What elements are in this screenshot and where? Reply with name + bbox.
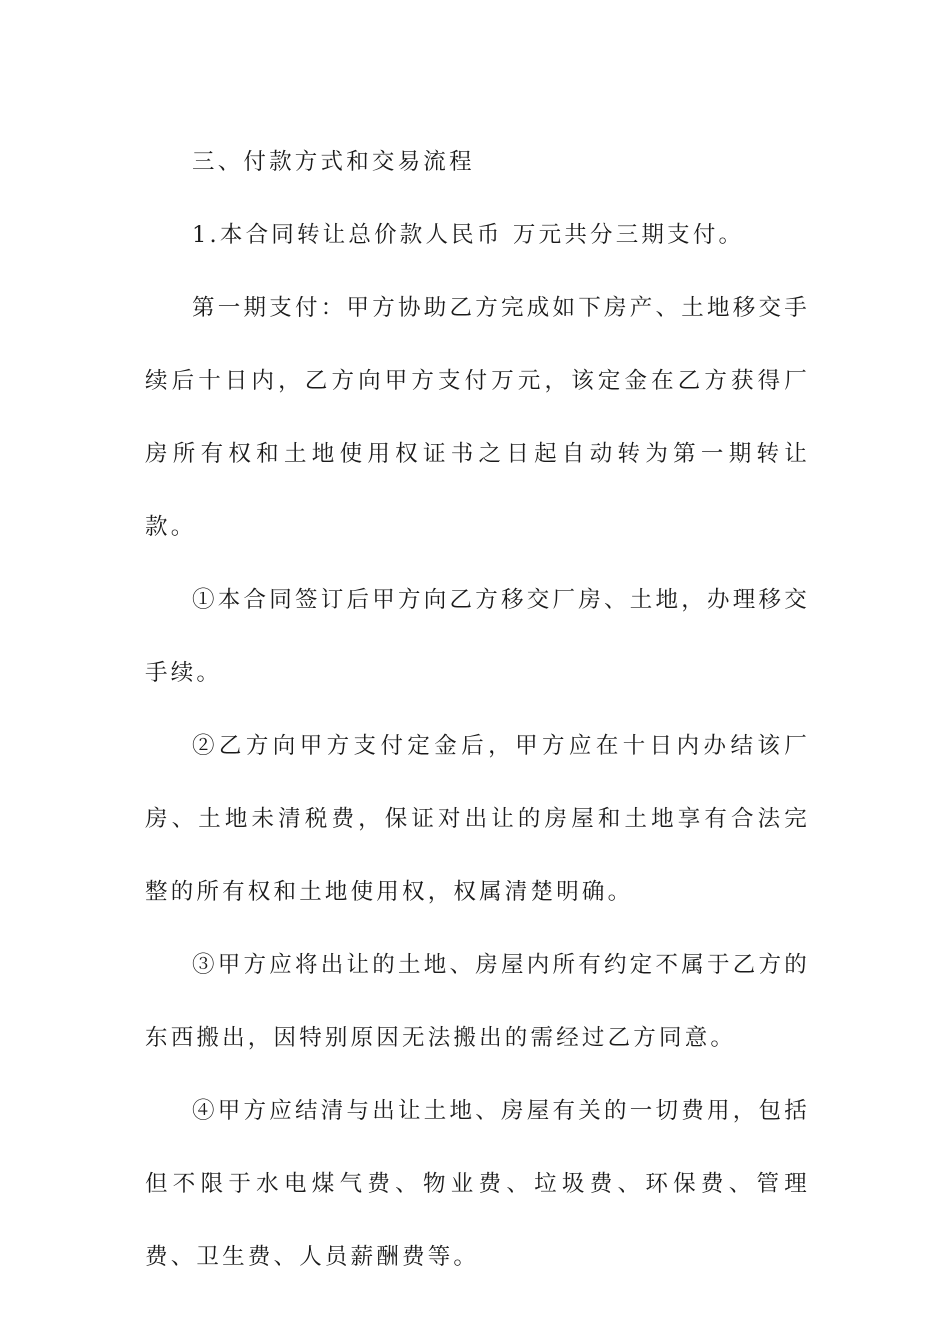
paragraph-first-payment: 第一期支付：甲方协助乙方完成如下房产、土地移交手续后十日内，乙方向甲方支付万元，该定金在乙方获得厂房所有权和土地使用权证书之日起自动转为第一期转让款。 <box>145 295 810 540</box>
paragraph-item-1: ①本合同签订后甲方向乙方移交厂房、土地，办理移交手续。 <box>145 587 810 686</box>
paragraph-item-2: ②乙方向甲方支付定金后，甲方应在十日内办结该厂房、土地未清税费，保证对出让的房屋和土地享有合法完整的所有权和土地使用权，权属清楚明确。 <box>145 733 810 905</box>
section-heading: 三、付款方式和交易流程 <box>192 149 475 175</box>
paragraph-total-price: 1.本合同转让总价款人民币 万元共分三期支付。 <box>192 222 745 248</box>
document-body <box>145 126 810 1294</box>
paragraph-item-3: ③甲方应将出让的土地、房屋内所有约定不属于乙方的东西搬出，因特别原因无法搬出的需经过乙方同意。 <box>145 952 810 1051</box>
paragraph-item-4: ④甲方应结清与出让土地、房屋有关的一切费用，包括但不限于水电煤气费、物业费、垃圾费、环保费、管理费、卫生费、人员薪酬费等。 <box>145 1098 810 1270</box>
